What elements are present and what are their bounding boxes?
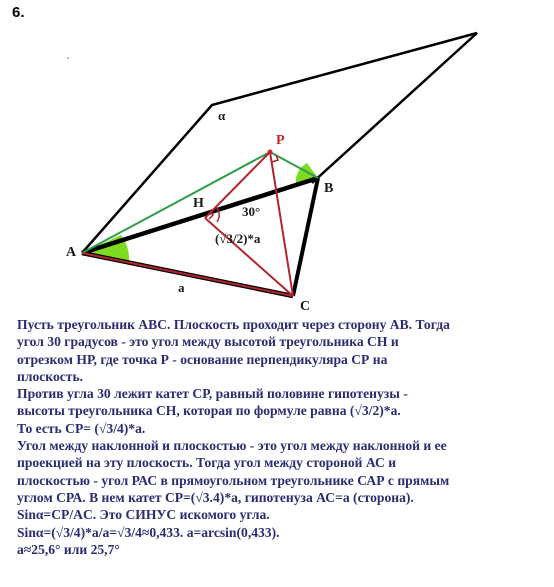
solution-line: проекцией на эту плоскость. Тогда угол между стороной АС и [17, 455, 397, 471]
label-B: B [324, 181, 334, 196]
line-PB [270, 152, 318, 178]
line-HC [205, 218, 293, 296]
solution-line: Против угла 30 лежит катет СР, равный половине гипотенузы - [17, 386, 408, 402]
line-PC [270, 152, 293, 296]
label-height: (√3/2)*a [215, 231, 261, 246]
label-angle-30: 30° [242, 204, 261, 219]
label-plane-alpha: α [218, 108, 226, 123]
point-P-dot [268, 150, 273, 155]
solution-line: плоскостью - угол РАС в прямоугольном треугольнике САР с прямым [17, 472, 450, 488]
problem-number: 6. [12, 4, 25, 21]
solution-line: угол 30 градусов - это угол между высотой треугольника СН и [17, 334, 399, 350]
label-P: P [276, 133, 285, 148]
label-C: C [300, 299, 311, 314]
speck-dot [67, 57, 69, 59]
solution-line: Sinα=CP/AC. Это СИНУС искомого угла. [17, 507, 270, 523]
solution-line: а≈25,6° или 25,7° [17, 541, 120, 557]
label-H: H [193, 196, 204, 211]
side-BC [293, 178, 318, 296]
solution-text [17, 316, 547, 558]
solution-line: углом СРА. В нем катет СР=(√3.4)*а, гипотенуза АС=а (сторона). [17, 489, 414, 505]
solution-line: Sinα=(√3/4)*a/a=√3/4≈0,433. а=arcsin(0,433). [17, 524, 280, 540]
solution-line: отрезком НР, где точка Р - основание перпендикуляра СР на [17, 351, 388, 367]
solution-line: Пусть треугольник АВС. Плоскость проходит через сторону АВ. Тогда [17, 317, 450, 332]
label-side-a: a [178, 280, 185, 295]
label-A: A [66, 245, 77, 260]
line-HP [205, 152, 270, 218]
solution-line: То есть СР= (√3/4)*а. [17, 420, 146, 436]
right-angle-mark-P [272, 155, 278, 162]
solution-line: Угол между наклонной и плоскостью - это угол между наклонной и ее [17, 438, 447, 454]
solution-line: высоты треугольника СН, которая по формуле равна (√3/2)*а. [17, 403, 401, 419]
line-AC-red [82, 253, 293, 296]
solution-line: плоскость. [17, 368, 84, 384]
